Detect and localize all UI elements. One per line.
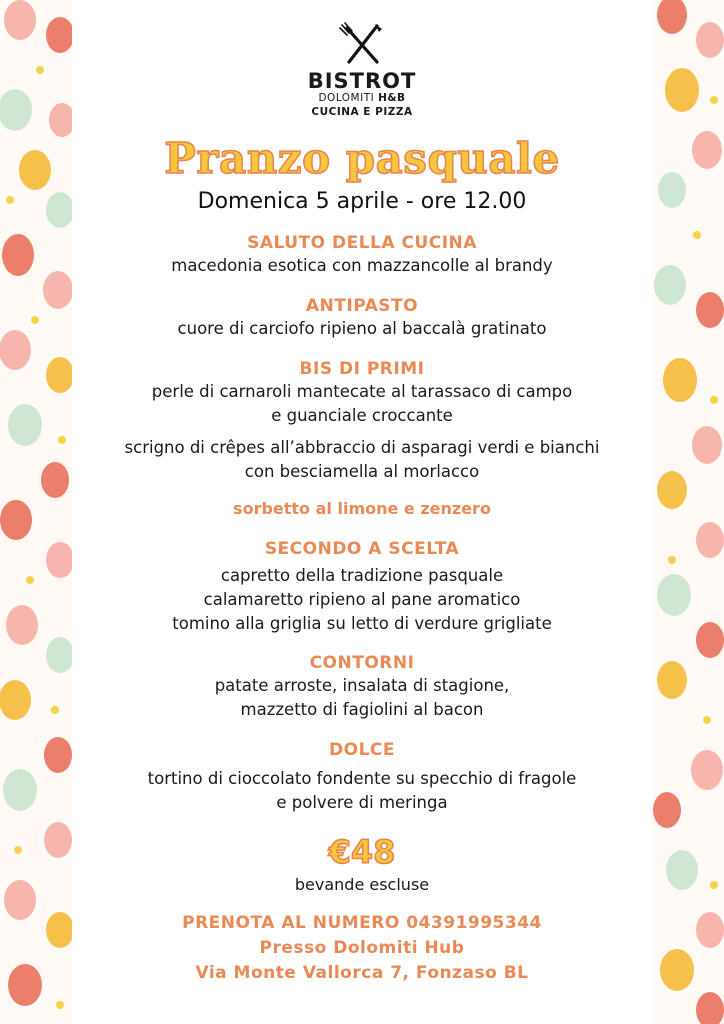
dish-line: calamaretto ripieno al pane aromatico <box>203 590 521 609</box>
section-secondo <box>72 538 652 636</box>
menu-price: €48 <box>328 833 396 871</box>
dish-line: con besciamella al morlacco <box>244 462 480 481</box>
section-saluto <box>72 232 652 278</box>
easter-eggs-pattern-left <box>0 0 72 1024</box>
dish-line: tomino alla griglia su letto di verdure grigliate <box>172 614 552 633</box>
section-sorbetto <box>72 498 652 520</box>
easter-egg-border-right <box>652 0 724 1024</box>
section-heading: CONTORNI <box>309 653 415 673</box>
dish-line: perle di carnaroli mantecate al tarassaco di campo <box>151 382 573 401</box>
dish-line: mazzetto di fagiolini al bacon <box>240 700 484 719</box>
brand-name: BISTROT <box>307 69 417 93</box>
section-dolce <box>72 739 652 815</box>
easter-eggs-pattern-right <box>652 0 724 1024</box>
dish-line: capretto della tradizione pasquale <box>220 566 504 585</box>
menu-content <box>72 0 652 1024</box>
dish-line: scrigno di crêpes all’abbraccio di asparagi verdi e bianchi <box>124 438 600 457</box>
crossed-fork-knife-icon <box>339 22 385 66</box>
easter-egg-border-left <box>0 0 72 1024</box>
brand-subline: DOLOMITI H&B <box>318 92 406 104</box>
page-title: Pranzo pasquale <box>164 134 560 183</box>
dish-line: patate arroste, insalata di stagione, <box>214 676 510 695</box>
event-date: Domenica 5 aprile - ore 12.00 <box>197 189 527 214</box>
section-heading: ANTIPASTO <box>305 296 419 316</box>
booking-address: Via Monte Vallorca 7, Fonzaso BL <box>195 963 529 983</box>
brand-tagline: CUCINA E PIZZA <box>311 106 413 118</box>
booking-info <box>72 911 652 986</box>
section-primi <box>72 358 652 484</box>
section-heading: SALUTO DELLA CUCINA <box>247 233 477 253</box>
beverages-note: bevande escluse <box>294 875 430 894</box>
section-heading: DOLCE <box>329 740 395 760</box>
section-heading: SECONDO A SCELTA <box>264 539 460 559</box>
dish-line: tortino di cioccolato fondente su specchio di fragole <box>147 769 577 788</box>
bistrot-logo <box>72 22 652 119</box>
section-antipasto <box>72 295 652 341</box>
section-contorni <box>72 652 652 722</box>
dish-line: cuore di carciofo ripieno al baccalà gratinato <box>177 319 547 338</box>
dish-line: e polvere di meringa <box>276 793 448 812</box>
booking-phone: PRENOTA AL NUMERO 04391995344 <box>182 913 542 933</box>
dish-line: e guanciale croccante <box>271 406 453 425</box>
sorbet-line: sorbetto al limone e zenzero <box>233 499 491 518</box>
booking-place: Presso Dolomiti Hub <box>259 938 465 958</box>
section-heading: BIS DI PRIMI <box>299 359 425 379</box>
dish-line: macedonia esotica con mazzancolle al brandy <box>171 256 553 275</box>
